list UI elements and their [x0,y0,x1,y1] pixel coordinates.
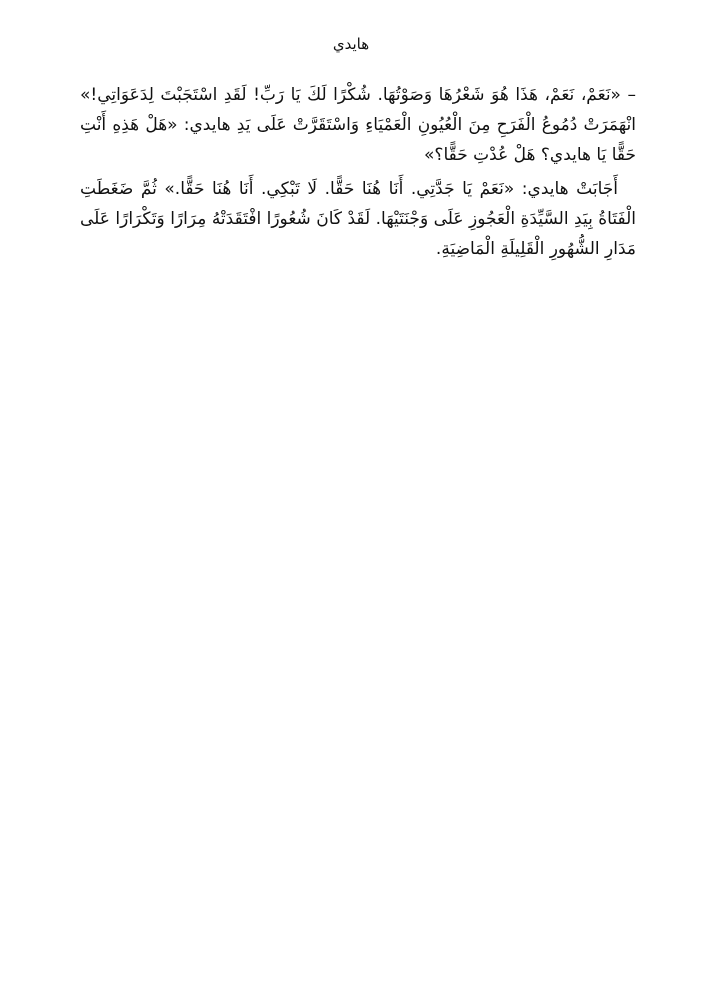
document-body [80,80,636,268]
page-header: هايدي [332,35,370,53]
paragraph-reply: أَجَابَتْ هايدي: «نَعَمْ يَا جَدَّتِي. أَنَا هُنَا حَقًّا. لَا تَبْكِي. أَنَا هُنَا حَقًّا.» ثُمَّ ضَغَطَتِ الْفَتَاةُ بِيَدِ السَّيِّدَةِ الْعَجُوزِ عَلَى وَجْنَتَيْهَا. لَقَدْ كَانَ شُعُورًا افْتَقَدَتْهُ مِرَارًا وَتَكْرَارًا عَلَى مَدَارِ الشُّهُورِ الْقَلِيلَةِ الْمَاضِيَةِ. [80,179,636,259]
paragraph-dialogue: – «نَعَمْ، نَعَمْ، هَذَا هُوَ شَعْرُهَا وَصَوْتُهَا. شُكْرًا لَكَ يَا رَبِّ! لَقَدِ اسْتَجَبْتَ لِدَعَوَاتِي!» انْهَمَرَتْ دُمُوعُ الْفَرَحِ مِنَ الْعُيُونِ الْعَمْيَاءِ وَاسْتَقَرَّتْ عَلَى يَدِ هايدي: «هَلْ هَذِهِ أَنْتِ حَقًّا يَا هايدي؟ هَلْ عُدْتِ حَقًّا؟» [80,85,636,165]
